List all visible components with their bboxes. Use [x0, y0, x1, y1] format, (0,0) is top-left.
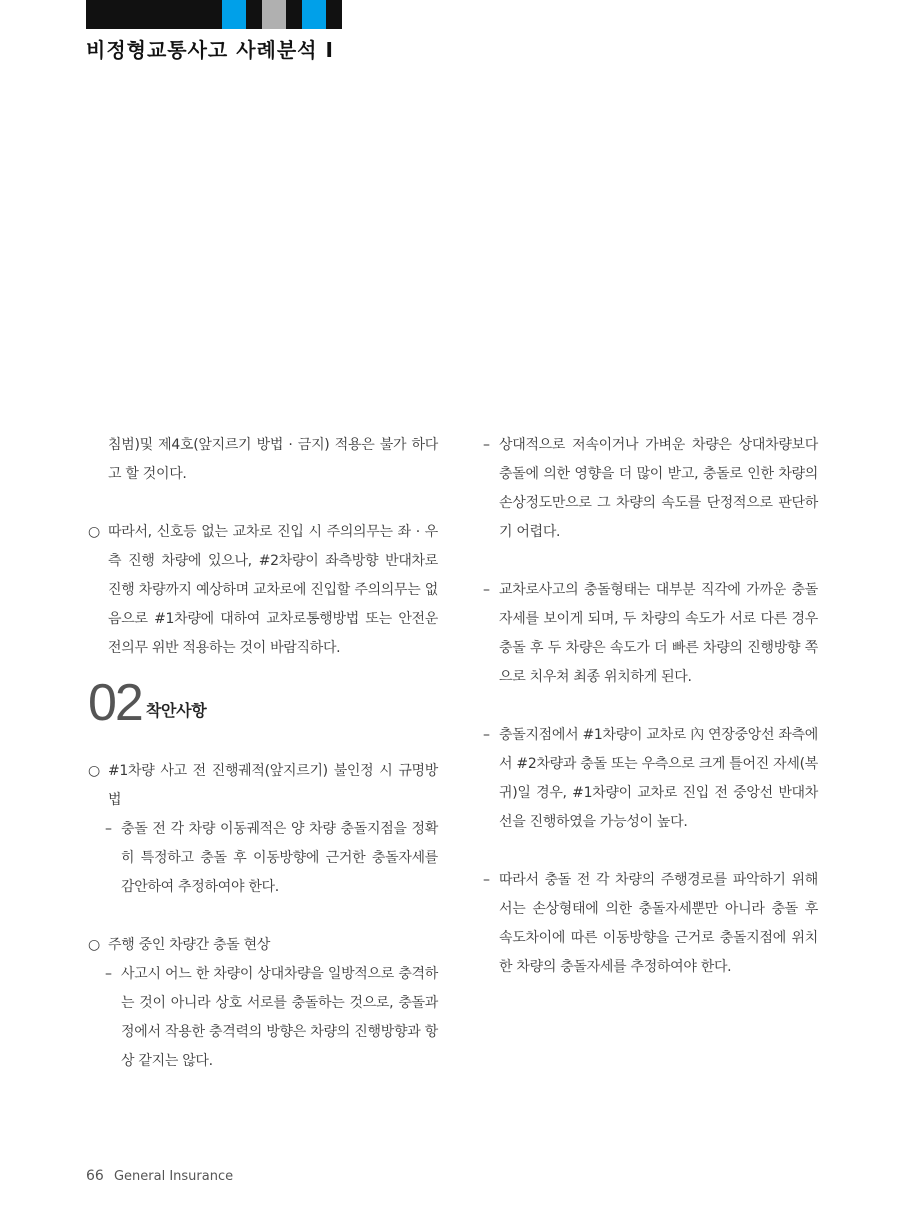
sub-item — [483, 721, 818, 837]
continuation-text: 침범)및 제4호(앞지르기 방법 · 금지) 적용은 불가 하다고 할 것이다. — [108, 437, 438, 482]
sub-item-text: 충돌지점에서 #1차량이 교차로 內 연장중앙선 좌측에서 #2차량과 충돌 또는 우측으로 크게 틀어진 자세(복귀)일 경우, #1차량이 교차로 진입 전 중앙선 반대차선을 진행하였을 가능성이 높다. — [499, 727, 818, 830]
sub-item — [483, 866, 818, 982]
sub-item — [88, 960, 438, 1076]
page-number: 66 — [86, 1168, 104, 1184]
sub-item — [483, 576, 818, 692]
bar-segment — [86, 0, 222, 29]
sub-item-text: 충돌 전 각 차량 이동궤적은 양 차량 충돌지점을 정확히 특정하고 충돌 후 이동방향에 근거한 충돌자세를 감안하여 추정하여야 한다. — [121, 821, 438, 895]
publication-name: General Insurance — [113, 1169, 234, 1184]
chapter-title: 비정형교통사고 사례분석 I — [86, 38, 334, 62]
list-item-text: 주행 중인 차량간 충돌 현상 — [108, 937, 271, 953]
bar-segment — [302, 0, 326, 29]
bar-segment — [286, 0, 302, 29]
circle-bullet: ○ — [88, 937, 100, 953]
list-item-text: 따라서, 신호등 없는 교차로 진입 시 주의의무는 좌 · 우측 진행 차량에 있으나, #2차량이 좌측방향 반대차로 진행 차량까지 예상하며 교차로에 진입할 주의의무는 없음으로 #1차량에 대하여 교차로통행방법 또는 안전운전의무 위반 적용하는 것이 바람직하다. — [108, 524, 438, 656]
sub-item — [483, 431, 818, 547]
section-number: 02 — [88, 674, 142, 732]
header-color-bar — [86, 0, 342, 29]
left-column — [88, 431, 438, 1076]
bar-segment — [262, 0, 286, 29]
list-item — [88, 518, 438, 663]
bar-segment — [326, 0, 342, 29]
circle-bullet: ○ — [88, 524, 100, 540]
list-item-text: #1차량 사고 전 진행궤적(앞지르기) 불인정 시 규명방법 — [108, 763, 438, 808]
bar-segment — [246, 0, 262, 29]
list-item — [88, 931, 438, 960]
sub-item-text: 상대적으로 저속이거나 가벼운 차량은 상대차량보다 충돌에 의한 영향을 더 많이 받고, 충돌로 인한 차량의 손상정도만으로 그 차량의 속도를 단정적으로 판단하기 어렵다. — [499, 437, 818, 540]
dash-bullet: – — [483, 872, 490, 888]
page-footer — [86, 1168, 233, 1184]
right-column — [483, 431, 818, 982]
dash-bullet: – — [105, 966, 112, 982]
dash-bullet: – — [105, 821, 112, 837]
sub-item-text: 교차로사고의 충돌형태는 대부분 직각에 가까운 충돌자세를 보이게 되며, 두 차량의 속도가 서로 다른 경우 충돌 후 두 차량은 속도가 더 빠른 차량의 진행방향 쪽으로 치우쳐 최종 위치하게 된다. — [499, 582, 818, 685]
sub-item-text: 사고시 어느 한 차량이 상대차량을 일방적으로 충격하는 것이 아니라 상호 서로를 충돌하는 것으로, 충돌과정에서 작용한 충격력의 방향은 차량의 진행방향과 항상 같지는 않다. — [121, 966, 438, 1069]
dash-bullet: – — [483, 727, 490, 743]
dash-bullet: – — [483, 437, 490, 453]
sub-item — [88, 815, 438, 902]
dash-bullet: – — [483, 582, 490, 598]
bar-segment — [222, 0, 246, 29]
section-label: 착안사항 — [145, 701, 207, 720]
sub-item-text: 따라서 충돌 전 각 차량의 주행경로를 파악하기 위해서는 손상형태에 의한 충돌자세뿐만 아니라 충돌 후 속도차이에 따른 이동방향을 근거로 충돌지점에 위치한 차량의 충돌자세를 추정하여야 한다. — [499, 872, 818, 975]
section-heading — [88, 671, 438, 732]
list-item — [88, 757, 438, 815]
circle-bullet: ○ — [88, 763, 100, 779]
